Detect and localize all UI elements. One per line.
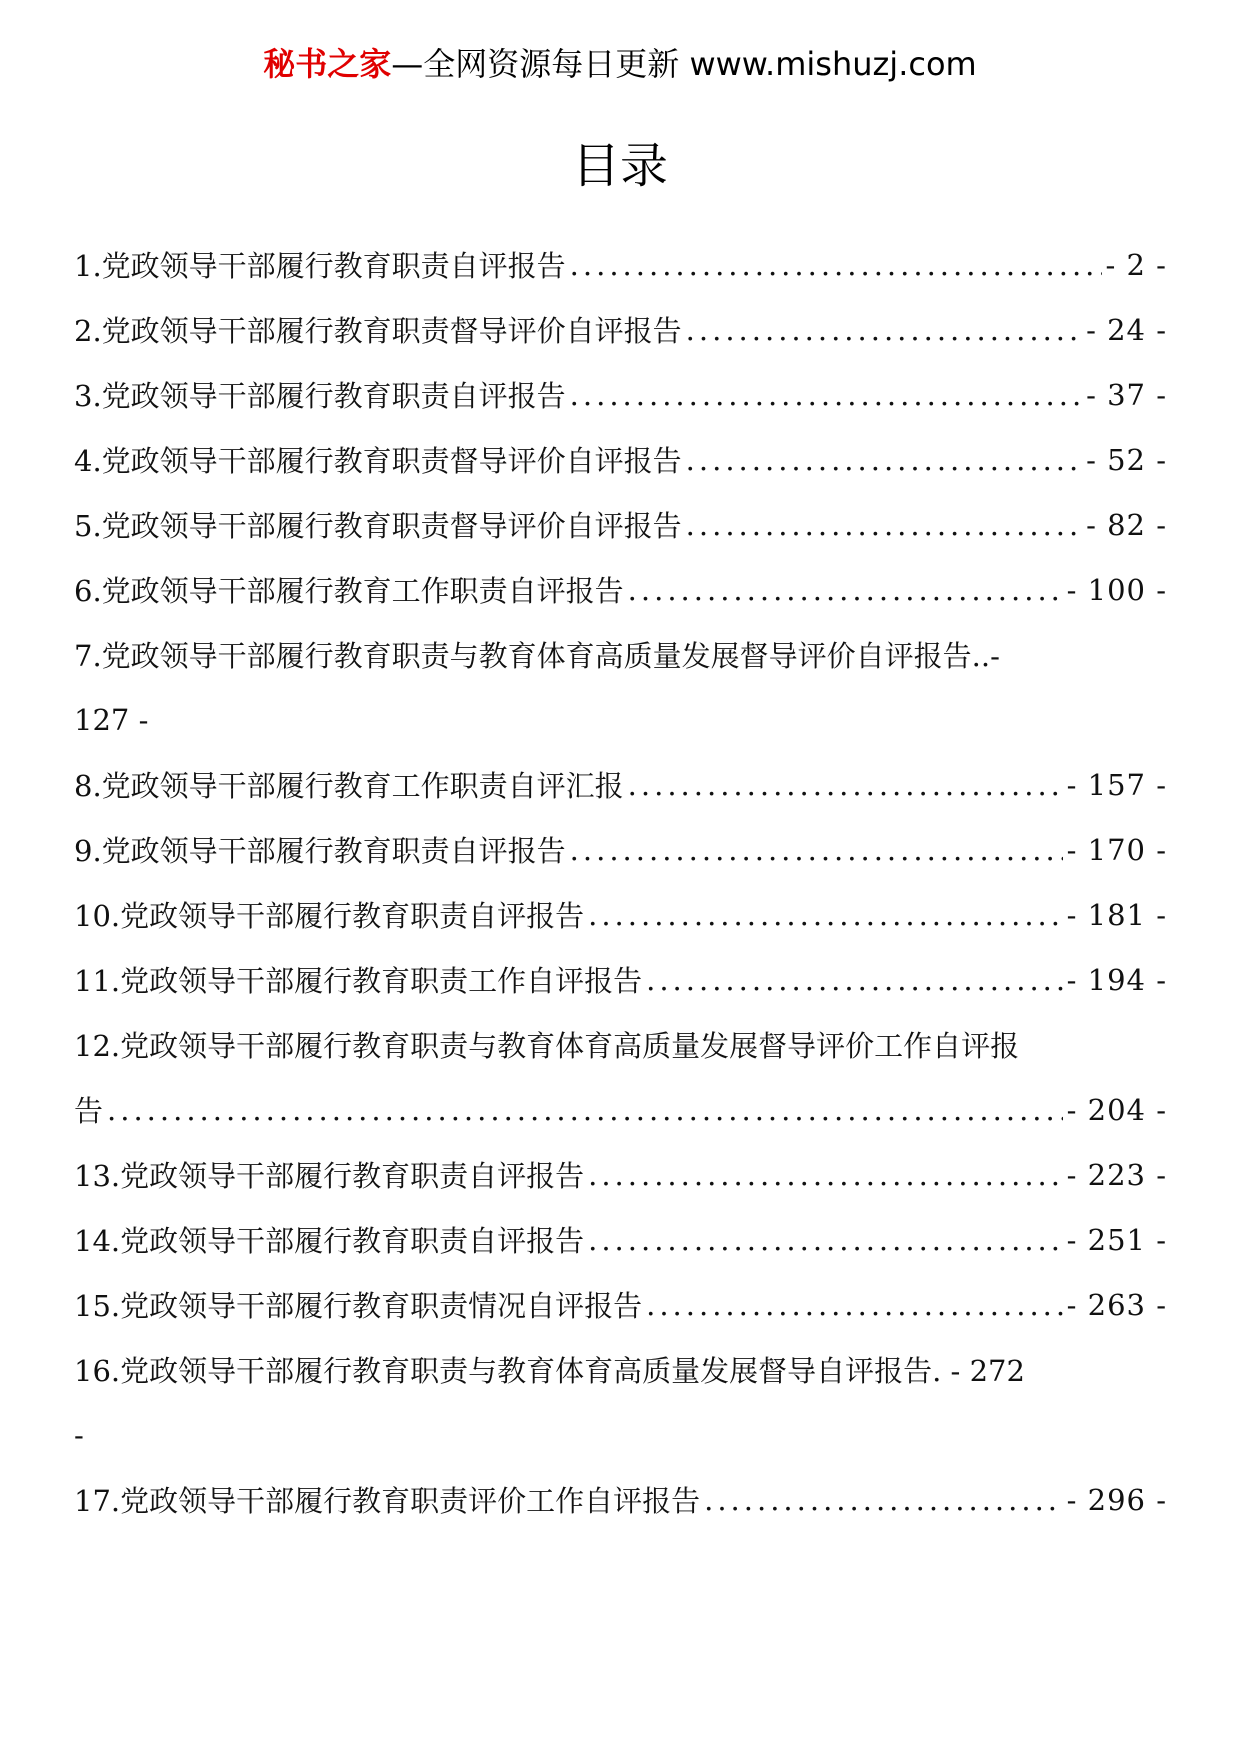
toc-entry[interactable] [74,557,1167,622]
toc-page-number: - 181 - [1066,897,1167,932]
toc-entry-title: 7.党政领导干部履行教育职责与教育体育高质量发展督导评价自评报告..- [74,639,1000,673]
header-tagline: —全网资源每日更新 www.mishuzj.com [391,45,977,83]
toc-entry[interactable] [74,232,1167,297]
toc-page-number: - 194 - [1066,962,1167,997]
toc-page-number: - 157 - [1066,767,1167,802]
toc-entry-title: 17.党政领导干部履行教育职责评价工作自评报告 [74,1484,701,1518]
toc-page-number: - 37 - [1086,377,1167,412]
page-title: 目录 [571,138,668,194]
toc-entry-title: 14.党政领导干部履行教育职责自评报告 [74,1224,585,1258]
toc-entry-title: 4.党政领导干部履行教育职责督导评价自评报告 [74,444,682,478]
toc-entry-title: 13.党政领导干部履行教育职责自评报告 [74,1159,585,1193]
toc-entry[interactable] [74,817,1167,882]
toc-leader [628,768,1063,802]
table-of-contents [74,232,1167,1532]
toc-entry[interactable] [74,1467,1167,1532]
toc-entry[interactable] [74,947,1167,1012]
toc-entry[interactable] [74,1272,1167,1337]
toc-entry[interactable] [74,297,1167,362]
toc-entry-title: 8.党政领导干部履行教育工作职责自评汇报 [74,769,624,803]
toc-entry-title: 16.党政领导干部履行教育职责与教育体育高质量发展督导自评报告. - 272 [74,1354,1025,1388]
toc-leader [704,1483,1062,1517]
toc-entry-title: 3.党政领导干部履行教育职责自评报告 [74,379,566,413]
toc-entry-title: 9.党政领导干部履行教育职责自评报告 [74,834,566,868]
toc-entry-title: 5.党政领导干部履行教育职责督导评价自评报告 [74,509,682,543]
toc-entry[interactable] [74,752,1167,817]
toc-page-number: - 296 - [1066,1482,1167,1517]
toc-leader [588,1223,1062,1257]
toc-leader [570,248,1102,282]
toc-entry-title: 1.党政领导干部履行教育职责自评报告 [74,249,566,283]
toc-page-number: - 24 - [1086,312,1167,347]
toc-entry[interactable] [74,362,1167,427]
toc-page-number: - 223 - [1066,1157,1167,1192]
toc-page-number: - 170 - [1066,832,1167,867]
toc-entry[interactable] [74,622,1167,752]
toc-entry-title: 12.党政领导干部履行教育职责与教育体育高质量发展督导评价工作自评报 [74,1029,1020,1063]
toc-leader [570,378,1082,412]
toc-page-number: - 2 - [1105,247,1167,282]
toc-entry-title: 11.党政领导干部履行教育职责工作自评报告 [74,964,643,998]
toc-entry[interactable] [74,1012,1167,1142]
toc-leader [686,313,1082,347]
toc-page-number: - 82 - [1086,507,1167,542]
toc-entry[interactable] [74,882,1167,947]
toc-leader [646,963,1062,997]
toc-leader [646,1288,1062,1322]
toc-page-number: 127 - [74,702,149,737]
site-header [0,40,1240,88]
toc-entry[interactable] [74,427,1167,492]
toc-leader [686,508,1082,542]
toc-page-number: - 100 - [1066,572,1167,607]
toc-page-number: - 52 - [1086,442,1167,477]
toc-entry-title: 2.党政领导干部履行教育职责督导评价自评报告 [74,314,682,348]
toc-page-number: - 204 - [1066,1092,1167,1127]
toc-entry-title: 6.党政领导干部履行教育工作职责自评报告 [74,574,624,608]
toc-leader [628,573,1063,607]
toc-leader [107,1093,1063,1127]
toc-entry[interactable] [74,1207,1167,1272]
toc-leader [570,833,1063,867]
toc-leader [588,1158,1062,1192]
toc-entry[interactable] [74,1337,1167,1467]
toc-entry-title: 10.党政领导干部履行教育职责自评报告 [74,899,585,933]
toc-page-number-continued: - [74,1417,84,1452]
toc-leader [686,443,1082,477]
toc-page-number: - 263 - [1066,1287,1167,1322]
toc-entry[interactable] [74,1142,1167,1207]
toc-entry[interactable] [74,492,1167,557]
toc-entry-title-continued: 告 [74,1094,104,1128]
toc-leader [588,898,1062,932]
toc-page-number: - 251 - [1066,1222,1167,1257]
brand-name: 秘书之家 [263,45,392,83]
toc-entry-title: 15.党政领导干部履行教育职责情况自评报告 [74,1289,643,1323]
